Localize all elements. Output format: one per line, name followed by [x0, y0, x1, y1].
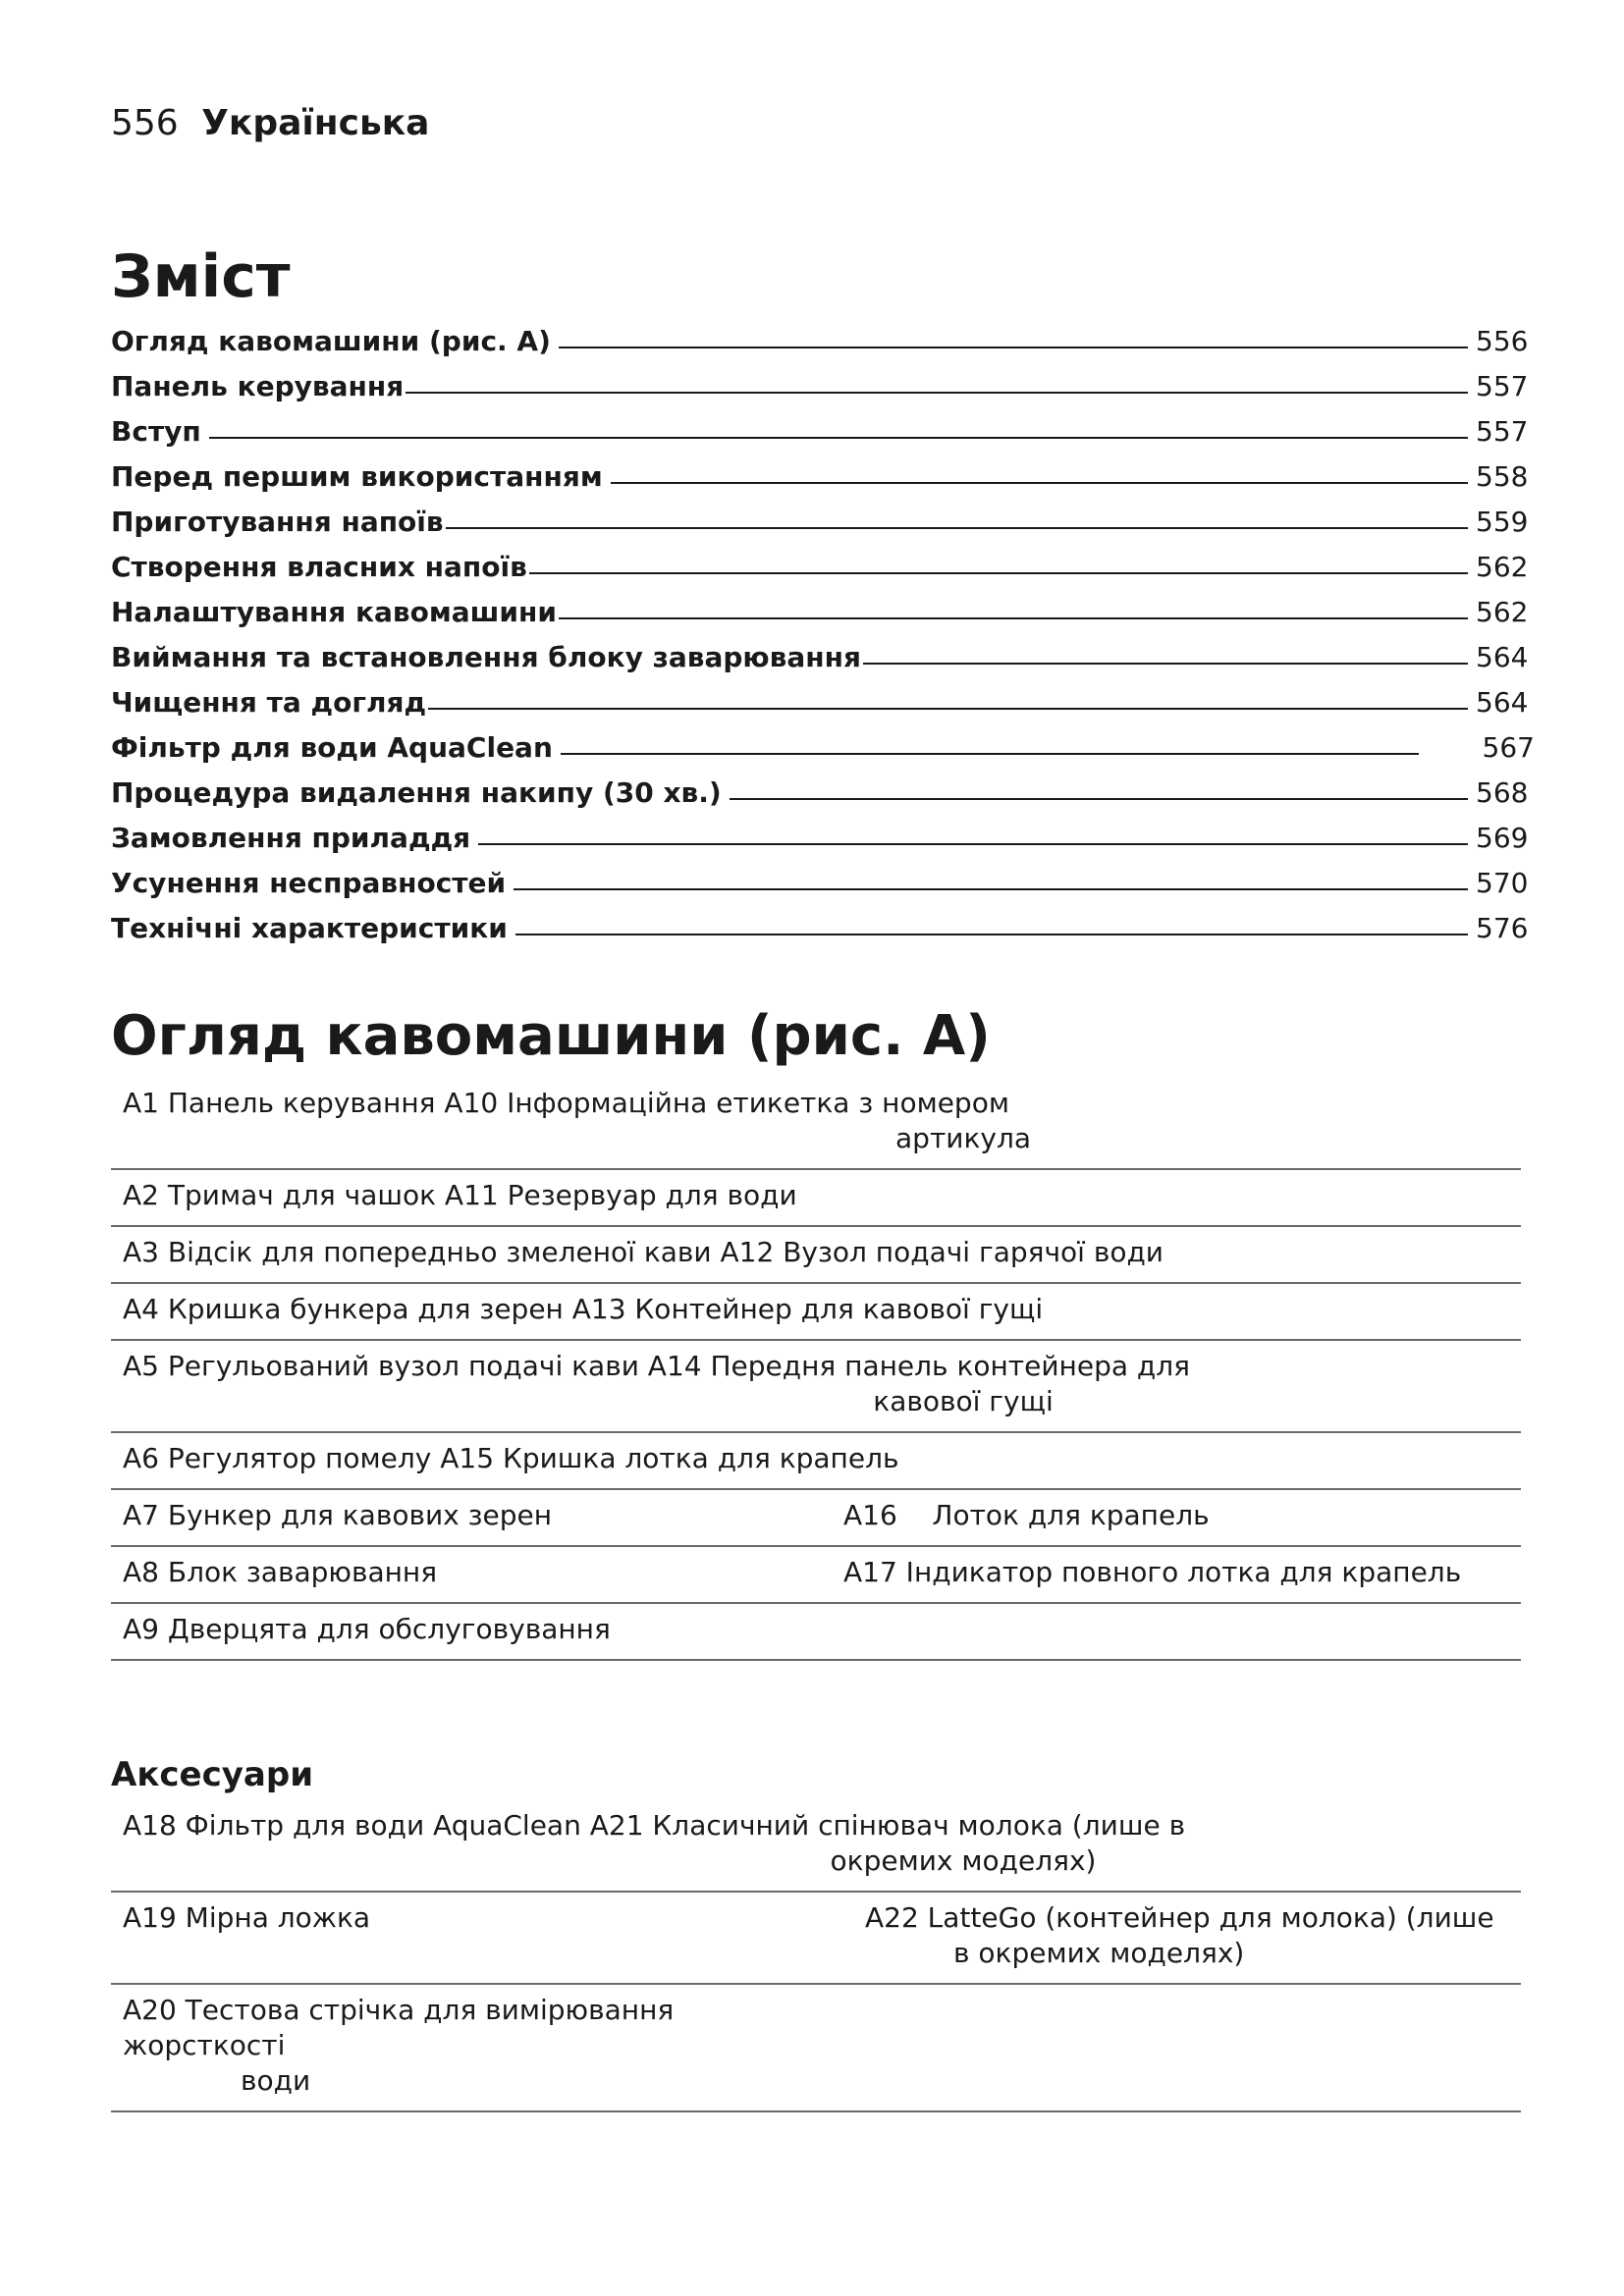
table-row [111, 1283, 1521, 1340]
toc-entry-page: 562 [1476, 596, 1529, 628]
part-text: A20 Тестова стрічка для вимірювання жорсткості [123, 1994, 675, 2061]
table-cell: A4 Кришка бункера для зерен A13 Контейнер для кавової гущі [111, 1283, 1521, 1340]
part-text: A16 Лоток для крапель [843, 1499, 1210, 1531]
toc-entry-label: Створення власних напоїв [111, 551, 527, 583]
table-cell [853, 1984, 1521, 2111]
table-cell: A6 Регулятор помелу A15 Кришка лотка для крапель [111, 1432, 1521, 1489]
table-row [111, 1340, 1521, 1432]
table-cell [111, 1984, 853, 2111]
toc-entry-label: Налаштування кавомашини [111, 596, 557, 628]
toc-leader [209, 437, 1468, 439]
accessories-title: Аксесуари [111, 1755, 314, 1794]
toc-entry-label: Замовлення приладдя [111, 822, 471, 854]
toc-leader [730, 798, 1468, 800]
table-row [111, 1984, 1521, 2111]
table-row [111, 1489, 1521, 1546]
table-cell: A3 Відсік для попередньо змеленої кави A12 Вузол подачі гарячої води [111, 1226, 1521, 1283]
page-header [111, 100, 429, 147]
toc-entry[interactable] [111, 402, 1535, 448]
toc-leader [559, 347, 1468, 348]
toc-entry[interactable] [111, 448, 1535, 493]
toc-entry-page: 568 [1476, 776, 1529, 809]
part-text-continued: окремих моделях) [830, 1844, 1097, 1877]
part-text-continued: артикула [895, 1122, 1031, 1154]
toc-entry-label: Фільтр для води AquaClean [111, 731, 553, 764]
toc-leader [863, 663, 1468, 665]
table-cell: A2 Тримач для чашок A11 Резервуар для води [111, 1169, 1521, 1226]
toc-entry[interactable] [111, 357, 1535, 402]
toc-entry-label: Виймання та встановлення блоку заварювання [111, 641, 861, 673]
toc-entry-page: 576 [1476, 912, 1529, 944]
table-cell [111, 1078, 1521, 1169]
toc-entry[interactable] [111, 673, 1535, 719]
toc-entry-page: 556 [1476, 325, 1529, 357]
toc-entry-page: 558 [1476, 460, 1529, 493]
toc-entry-page: 557 [1476, 415, 1529, 448]
toc-leader [478, 843, 1468, 845]
toc-leader [529, 572, 1468, 574]
table-row [111, 1432, 1521, 1489]
part-text: A22 LatteGo (контейнер для молока) (лише [865, 1901, 1494, 1934]
toc-leader [561, 753, 1419, 755]
part-text: A5 Регульований вузол подачі кави A14 Передня панель контейнера для [123, 1350, 1191, 1382]
toc-entry[interactable] [111, 764, 1535, 809]
table-cell: A9 Дверцята для обслуговування [111, 1603, 832, 1660]
page-number: 556 [111, 103, 179, 143]
part-text: A1 Панель керування A10 Інформаційна етикетка з номером [123, 1087, 1009, 1119]
table-row [111, 1800, 1521, 1892]
toc-leader [611, 482, 1468, 484]
table-row [111, 1603, 1521, 1660]
toc-leader [428, 708, 1468, 710]
part-text-continued: води [241, 2064, 311, 2097]
toc-entry-page: 564 [1476, 686, 1529, 719]
toc-leader [446, 527, 1468, 529]
table-cell [832, 1489, 1521, 1546]
toc-entry[interactable] [111, 628, 1535, 673]
toc-entry-page: 567 [1482, 731, 1535, 764]
toc-leader [515, 934, 1468, 935]
accessories-table [111, 1800, 1521, 2112]
table-of-contents [111, 312, 1535, 944]
table-row [111, 1546, 1521, 1603]
toc-leader [406, 392, 1468, 394]
toc-entry[interactable] [111, 312, 1535, 357]
part-text-continued: в окремих моделях) [953, 1937, 1245, 1969]
toc-entry-label: Приготування напоїв [111, 506, 444, 538]
toc-entry-label: Процедура видалення накипу (30 хв.) [111, 776, 722, 809]
table-cell [111, 1340, 1521, 1432]
toc-entry-page: 559 [1476, 506, 1529, 538]
table-row [111, 1169, 1521, 1226]
toc-entry[interactable] [111, 809, 1535, 854]
table-row [111, 1892, 1521, 1984]
toc-entry-label: Технічні характеристики [111, 912, 508, 944]
toc-entry-label: Панель керування [111, 370, 405, 402]
toc-entry[interactable] [111, 854, 1535, 899]
table-cell [111, 1800, 1521, 1892]
table-cell: A19 Мірна ложка [111, 1892, 853, 1984]
language-label: Українська [201, 103, 430, 143]
toc-leader [514, 888, 1468, 890]
toc-entry-page: 564 [1476, 641, 1529, 673]
toc-entry[interactable] [111, 583, 1535, 628]
table-row [111, 1078, 1521, 1169]
toc-entry-label: Усунення несправностей [111, 867, 507, 899]
part-text-continued: кавової гущі [873, 1385, 1054, 1417]
table-cell [832, 1603, 1521, 1660]
toc-entry-label: Огляд кавомашини (рис. A) [111, 325, 551, 357]
toc-entry-label: Перед першим використанням [111, 460, 603, 493]
toc-entry[interactable] [111, 493, 1535, 538]
toc-entry-page: 562 [1476, 551, 1529, 583]
toc-entry-label: Чищення та догляд [111, 686, 427, 719]
overview-title: Огляд кавомашини (рис. A) [111, 1004, 991, 1068]
toc-entry[interactable] [111, 719, 1535, 764]
toc-entry-page: 569 [1476, 822, 1529, 854]
table-cell: A7 Бункер для кавових зерен [111, 1489, 832, 1546]
toc-leader [559, 617, 1468, 619]
toc-entry-page: 557 [1476, 370, 1529, 402]
table-cell: A17 Індикатор повного лотка для крапель [832, 1546, 1521, 1603]
table-cell: A8 Блок заварювання [111, 1546, 832, 1603]
parts-table [111, 1078, 1521, 1661]
toc-title: Зміст [111, 242, 291, 311]
toc-entry-label: Вступ [111, 415, 201, 448]
table-row [111, 1226, 1521, 1283]
part-text: A18 Фільтр для води AquaClean A21 Класичний спінювач молока (лише в [123, 1809, 1186, 1842]
table-cell [853, 1892, 1521, 1984]
toc-entry[interactable] [111, 899, 1535, 944]
toc-entry-page: 570 [1476, 867, 1529, 899]
toc-entry[interactable] [111, 538, 1535, 583]
